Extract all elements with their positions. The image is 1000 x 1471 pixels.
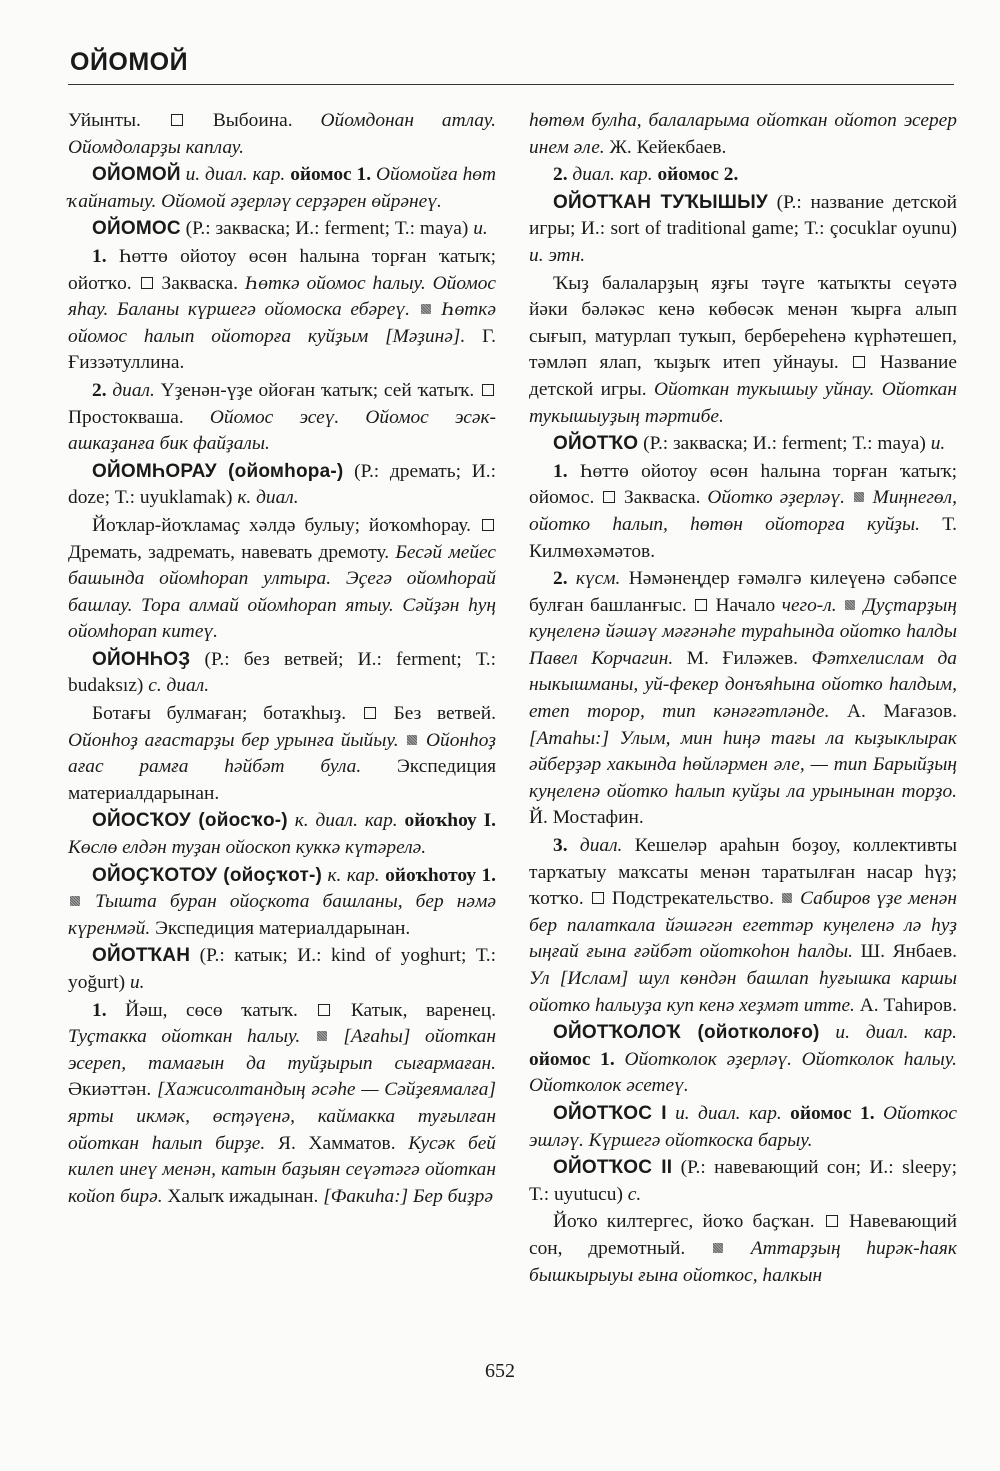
headword: ОЙОТҠОЛОҠ (ойотколоғо) bbox=[553, 1022, 820, 1044]
definition: Йоҡо килтергес, йоҡо баҫҡан. Навевающий сон, дремотный. Аттарҙың һирәк-һаяк бышкырыуы ғына ойоткос, һалкын bbox=[529, 1211, 957, 1286]
russian-translation-icon bbox=[482, 519, 494, 531]
headword: ОЙОМОС bbox=[92, 218, 181, 240]
quotation-icon bbox=[70, 896, 80, 906]
entry-oyomhorau: ОЙОМҺОРАУ (ойомһора-) (Р.: дремать; И.: doze; Т.: uyuklamak) к. диал. bbox=[68, 460, 496, 509]
russian-translation-icon bbox=[141, 277, 153, 289]
headword: ОЙОМҺОРАУ (ойомһора-) bbox=[92, 460, 344, 482]
headword: ОЙОСҠОУ (ойосҡо-) bbox=[92, 810, 288, 832]
headword: ОЙОНҺОҘ bbox=[92, 648, 191, 670]
russian-translation-icon bbox=[695, 599, 707, 611]
entry-oyotkolok: ОЙОТҠОЛОҠ (ойотколоғо) и. диал. кар. ойомос 1. Ойотколок әҙерләү. Ойотколок һалыу. Ойотколок әсетеү. bbox=[529, 1022, 958, 1097]
entry-oyonhoz: ОЙОНҺОҘ (Р.: без ветвей; И.: ferment; Т.: budaksız) с. диал. bbox=[68, 648, 496, 697]
running-head: ОЙОМОЙ bbox=[70, 48, 189, 76]
quotation-icon bbox=[854, 492, 864, 502]
quotation-icon bbox=[421, 304, 431, 314]
left-column bbox=[68, 108, 496, 1211]
headword: ОЙОМОЙ bbox=[92, 164, 181, 186]
definition: Ботағы булмаған; ботаҡһыҙ. Без ветвей. Ойонһоҙ ағастарҙы бер урынға йыйыу. Ойонһоҙ ағас рамға һәйбәт була. Экспедиция материалдарынан. bbox=[68, 703, 497, 804]
entry-oyoskotou: ОЙОҪҠОТОУ (ойоҫҡот-) к. кар. ойоҡһотоу 1. Тышта буран ойоҫкота башланы, бер нәмә күренмәй. Экспедиция материалдарынан. bbox=[68, 864, 496, 939]
headword: ОЙОТҠАН bbox=[92, 945, 191, 967]
headword: ОЙОТҠАН ТУҠЫШЫУ bbox=[553, 191, 768, 213]
headword: ОЙОТҠОС I bbox=[553, 1102, 667, 1124]
sense-1: 1. Һөттө ойотоу өсөн һалына торған ҡатыҡ; ойомос. Закваска. Ойотко әҙерләү. Миңнегөл, ойотко һалып, һөтөн ойоторға куйҙы. Т. Килмөхәмәтов. bbox=[529, 460, 957, 562]
russian-translation-icon bbox=[853, 356, 865, 368]
russian-translation-icon bbox=[364, 707, 376, 719]
page-number: 652 bbox=[485, 1360, 515, 1382]
headword: ОЙОҪҠОТОУ (ойоҫҡот-) bbox=[92, 864, 323, 886]
entry-oyotkos-2: ОЙОТҠОС II (Р.: навевающий сон; И.: sleepy; Т.: uyutucu) с. bbox=[529, 1157, 957, 1205]
quotation-icon bbox=[713, 1243, 723, 1253]
russian-translation-icon bbox=[318, 1004, 330, 1016]
entry-oyomoy: ОЙОМОЙ и. диал. кар. ойомос 1. Ойомойға һөт ҡайнатыу. Ойомой әҙерләү серҙәрен өйрәнеү. bbox=[68, 164, 496, 212]
sense-2: 2. диал. Үҙенән-үҙе ойоған ҡатыҡ; сей ҡатыҡ. Простокваша. Ойомос эсеү. Ойомос эсәк-ашкаҙанға бик файҙалы. bbox=[68, 379, 496, 455]
definition: Йоҡлар-йоҡламаҫ хәлдә булыу; йоҡомһорау. Дремать, задремать, навевать дремоту. Бесәй мейес башында ойомһорап ултыра. Эҫегә ойомһорай башлау. Тора алмай ойомһорап ятыу. Сәйҙән һуң ойомһорап китеү. bbox=[68, 514, 496, 643]
russian-translation-icon bbox=[482, 384, 494, 396]
russian-translation-icon bbox=[603, 491, 615, 503]
quotation-icon bbox=[317, 1031, 327, 1041]
headword: ОЙОТҠО bbox=[553, 433, 639, 455]
right-column bbox=[529, 108, 957, 1290]
entry-oyoskou: ОЙОСҠОУ (ойосҡо-) к. диал. кар. ойоҡһоу I. Көслө елдән туҙан ойоскоп куккә күтәрелә. bbox=[68, 810, 496, 859]
sense-1: 1. Һөттө ойотоу өсөн һалына торған ҡатыҡ; ойотҡо. Закваска. Һөткә ойомос һалыу. Ойомос яһау. Баланы күршегә ойомоска ебәреү. Һөткә ойомос һалып ойоторға куйҙым [Мәҙинә]. Г. Ғиззәтуллина. bbox=[68, 245, 496, 374]
entry-oyotkos-1: ОЙОТҠОС I и. диал. кар. ойомос 1. Ойоткос эшләү. Күршегә ойоткоска барыу. bbox=[529, 1102, 957, 1151]
entry-oyotkan-tukyshyu: ОЙОТҠАН ТУҠЫШЫУ (Р.: название детской игры; И.: sort of traditional game; Т.: çocuklar oyunu) и. этн. bbox=[529, 191, 957, 266]
russian-translation-icon bbox=[826, 1215, 838, 1227]
quotation-icon bbox=[407, 735, 417, 745]
sense-1: 1. Йәш, сөсө ҡатыҡ. Катык, варенец. Туҫтакка ойоткан һалыу. [Ағаһы] ойоткан эсереп, тамағын да туйҙырып сығармаған. Әкиәттән. [Хажисолтандың әсәһе — Сәйҙеямалға] ярты икмәк, өсҭәүенә, каймакка туғылған ойоткан һалып бирҙе. Я. Хамматов. Кусәк бей килеп инеү менән, катын баҙыян сеүәтәгә ойоткан койоп бирә. Халыҡ ижадынан. [Факиһа:] Бер биҙрә bbox=[68, 999, 497, 1207]
entry-oyotko: ОЙОТҠО (Р.: закваска; И.: ferment; Т.: maya) и. bbox=[553, 433, 946, 455]
quotation-icon bbox=[845, 600, 855, 610]
sense-3: 3. диал. Кешеләр араһын боҙоу, коллективты тарҡатыу маҡсаты менән таратылған насар һүҙ; ҡотҡо. Подстрекательство. Сабиров үҙе менән бер палаткала йәшәгән егеттәр куңеленә лә һуҙ ыңғай ғына ғәйбәт ойоткоһон һалды. Ш. Янбаев. Ул [Ислам] шул көндән башлап һуғышка каршы ойотко һалыуҙа куп кенә хеҙмәт итте. А. Таһиров. bbox=[529, 835, 957, 1016]
headword: ОЙОТҠОС II bbox=[553, 1157, 673, 1179]
entry-oyotkan: ОЙОТҠАН (Р.: катык; И.: kind of yoghurt; Т.: yoğurt) и. bbox=[68, 945, 496, 993]
header-rule bbox=[68, 84, 954, 85]
russian-translation-icon bbox=[171, 114, 183, 126]
entry-continuation: Уйынты. Выбоина. Ойомдонан атлау. Ойомдоларҙы каплау. bbox=[68, 110, 496, 158]
sense-2: 2. күсм. Нәмәнеңдер ғәмәлгә килеүенә сәбәпсе булған башланғыс. Начало чего-л. Дуҫтарҙың куңеленә йәшәү мәғәнәһе тураһында ойотко һалды Павел Корчагин. М. Ғиләжев. Фәтхелислам да ныкышманы, уй-фекер донъяһына ойотко һалдым, етеп торор, тип кәнәғәтләнде. А. Мағазов. [Атаһы:] Улым, мин һиңә тағы ла кыҙыклырак әйберҙәр хакында һөйләрмен әле, — тип Барыйҙың куңеленә ойотко һалып куйҙы ла урынынан торҙо. Й. Мостафин. bbox=[529, 568, 958, 829]
russian-translation-icon bbox=[592, 892, 604, 904]
entry-continuation: һөтөм булһа, балаларыма ойоткан ойотоп эсерер инем әле. Ж. Кейекбаев. bbox=[529, 110, 957, 158]
entry-oyomos: ОЙОМОС (Р.: закваска; И.: ferment; Т.: maya) и. bbox=[92, 218, 488, 240]
sense-2: 2. диал. кар. ойомос 2. bbox=[553, 164, 739, 186]
quotation-icon bbox=[782, 893, 792, 903]
definition: Ҡыҙ балаларҙың яҙғы тәүге ҡатыҡты сеүәтә йәки бәләкәс кенә көбөсәк менән ҡырға алып сығып, матурлап туҡып, бербереһенә күрһәтешеп, тәмләп ялап, ҡыҙыҡ итеп уйнауы. Название детской игры. Ойоткан тукышыу уйнау. Ойоткан тукышыуҙың тәртибе. bbox=[529, 272, 957, 427]
